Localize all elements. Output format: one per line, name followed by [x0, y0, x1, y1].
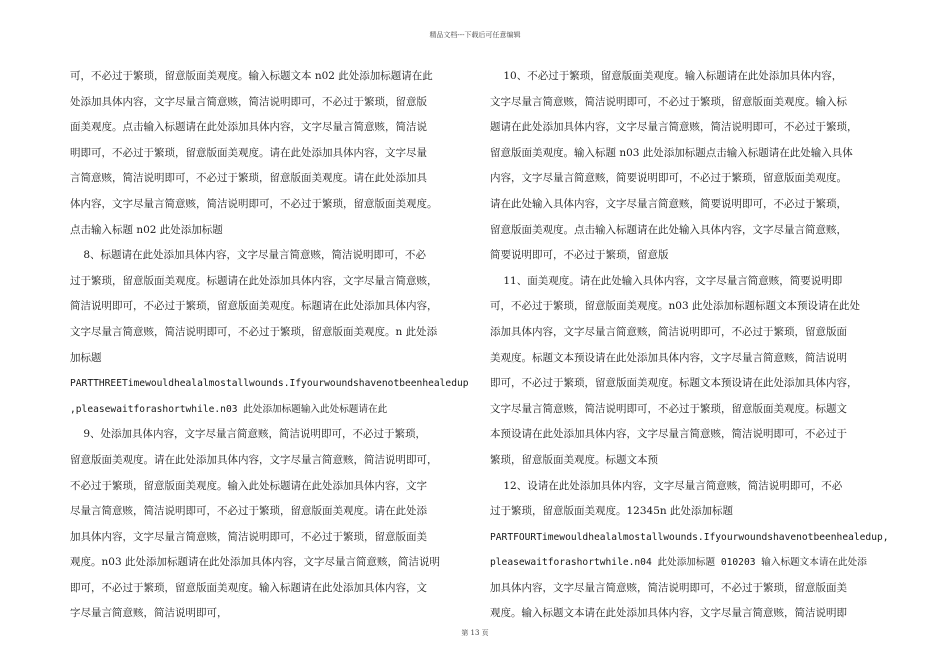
text-line: 简要说明即可，不必过于繁琐，留意版	[490, 249, 669, 262]
text-line: 文字尽量言简意赅，简洁说明即可，不必过于繁琐，留意版面美观度。标题文	[490, 402, 847, 415]
text-line: 点击输入标题 n02 此处添加标题	[70, 223, 223, 236]
text-line: 过于繁琐，留意版面美观度。标题请在此处添加具体内容，文字尽量言简意赅，	[70, 274, 438, 287]
text-line: 可，不必过于繁琐，留意版面美观度。输入标题文本 n02 此处添加标题请在此	[70, 70, 433, 82]
text-line: 即可，不必过于繁琐，留意版面美观度。输入标题请在此处添加具体内容，文	[70, 581, 427, 594]
text-line: 体内容，文字尽量言简意赅，简洁说明即可，不必过于繁琐，留意版面美观度。	[70, 197, 438, 210]
text-line: 留意版面美观度。请在此处添加具体内容，文字尽量言简意赅，简洁说明即可，	[70, 453, 438, 466]
text-line: 加具体内容，文字尽量言简意赅，简洁说明即可，不必过于繁琐，留意版面美	[70, 530, 427, 543]
page-number: 第 13 页	[461, 629, 489, 637]
text-line: 内容，文字尽量言简意赅，简要说明即可，不必过于繁琐，留意版面美观度。	[490, 172, 847, 185]
text-line: 添加具体内容，文字尽量言简意赅，简洁说明即可，不必过于繁琐，留意版面	[490, 325, 847, 338]
text-line: 加具体内容，文字尽量言简意赅，简洁说明即可，不必过于繁琐，留意版面美	[490, 581, 847, 594]
text-line: 本预设请在此处添加具体内容，文字尽量言简意赅，简洁说明即可，不必过于	[490, 428, 847, 441]
text-line: 言简意赅，简洁说明即可，不必过于繁琐，留意版面美观度。请在此处添加具	[70, 172, 427, 185]
text-line: 题请在此处添加具体内容，文字尽量言简意赅，简洁说明即可，不必过于繁琐，	[490, 121, 858, 134]
text-line: 面美观度。点击输入标题请在此处添加具体内容，文字尽量言简意赅，简洁说	[70, 121, 427, 134]
left-column	[70, 64, 469, 627]
text-line: pleasewaitforashortwhile.n04 此处添加标题 010203 输入标题文本请在此处添	[490, 557, 867, 569]
text-line: 文字尽量言简意赅，简洁说明即可，不必过于繁琐，留意版面美观度。输入标	[490, 95, 847, 108]
text-line: 美观度。标题文本预设请在此处添加具体内容，文字尽量言简意赅，简洁说明	[490, 351, 847, 364]
text-line: 简洁说明即可，不必过于繁琐，留意版面美观度。标题请在此处添加具体内容，	[70, 300, 438, 313]
text-line: 观度。输入标题文本请在此处添加具体内容，文字尽量言简意赅，简洁说明即	[490, 607, 847, 620]
text-line: 处添加具体内容，文字尽量言简意赅，简洁说明即可，不必过于繁琐，留意版	[70, 95, 427, 108]
text-line: 字尽量言简意赅，简洁说明即可，	[70, 607, 228, 620]
text-line: ,pleasewaitforashortwhile.n03 此处添加标题输入此处标题请在此	[70, 403, 388, 415]
text-line: 9、处添加具体内容，文字尽量言简意赅，简洁说明即可，不必过于繁琐，	[70, 428, 427, 441]
text-line: PARTFOURTimewouldhealalmostallwounds.Ifyourwoundshavenotbeenhealedup,	[490, 531, 889, 543]
text-line: 10、不必过于繁琐，留意版面美观度。输入标题请在此处添加具体内容，	[490, 70, 843, 82]
text-line: 11、面美观度。请在此处输入具体内容，文字尽量言简意赅，简要说明即	[490, 274, 843, 287]
text-line: 8、标题请在此处添加具体内容，文字尽量言简意赅，简洁说明即可，不必	[70, 249, 427, 262]
text-line: PARTTHREETimewouldhealalmostallwounds.Ifyourwoundshavenotbeenhealedup	[70, 378, 469, 390]
text-line: 请在此处输入具体内容，文字尽量言简意赅，简要说明即可，不必过于繁琐，	[490, 197, 847, 210]
right-column	[490, 64, 889, 627]
text-line: 尽量言简意赅，简洁说明即可，不必过于繁琐，留意版面美观度。请在此处添	[70, 505, 427, 518]
text-line: 留意版面美观度。点击输入标题请在此处输入具体内容，文字尽量言简意赅，	[490, 223, 847, 236]
text-line: 留意版面美观度。输入标题 n03 此处添加标题点击输入标题请在此处输入具体	[490, 146, 853, 159]
text-line: 繁琐，留意版面美观度。标题文本预	[490, 453, 658, 466]
text-line: 文字尽量言简意赅，简洁说明即可，不必过于繁琐，留意版面美观度。n 此处添	[70, 325, 438, 338]
text-line: 过于繁琐，留意版面美观度。12345n 此处添加标题	[490, 505, 734, 518]
page-header: 精品文档---下载后可任意编辑	[429, 31, 521, 39]
text-line: 即可，不必过于繁琐，留意版面美观度。标题文本预设请在此处添加具体内容，	[490, 377, 858, 390]
text-line: 可，不必过于繁琐，留意版面美观度。n03 此处添加标题标题文本预设请在此处	[490, 300, 860, 313]
text-line: 明即可，不必过于繁琐，留意版面美观度。请在此处添加具体内容，文字尽量	[70, 146, 427, 159]
text-line: 加标题	[70, 351, 102, 364]
text-line: 不必过于繁琐，留意版面美观度。输入此处标题请在此处添加具体内容，文字	[70, 479, 427, 492]
text-line: 12、设请在此处添加具体内容，文字尽量言简意赅，简洁说明即可，不必	[490, 479, 843, 492]
text-line: 观度。n03 此处添加标题请在此处添加具体内容，文字尽量言简意赅，简洁说明	[70, 556, 440, 569]
